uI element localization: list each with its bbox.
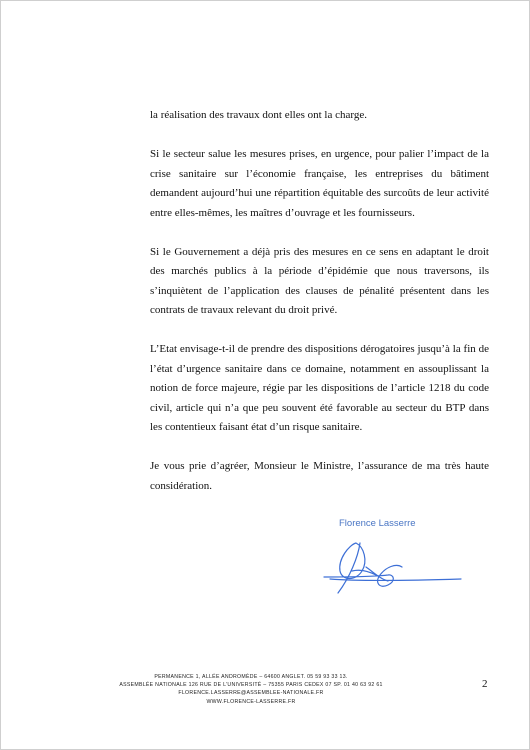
footer-email: FLORENCE.LASSERRE@ASSEMBLEE-NATIONALE.FR	[178, 690, 324, 697]
page-number: 2	[482, 678, 488, 690]
paragraph-question: L’Etat envisage-t-il de prendre des dispositions dérogatoires jusqu’à la fin de l’état d’urgence sanitaire dans ce domaine, notamment en assouplissant la notion de force majeure, régie par les dispositions de l’article 1218 du code civil, article qui n’a que peu souvent été favorable au secteur du BTP dans les contentieux faisant état d’un risque sanitaire.	[150, 343, 489, 433]
paragraph-sector-measures: Si le secteur salue les mesures prises, en urgence, pour palier l’impact de la crise sanitaire sur l’économie française, les entreprises du bâtiment demandent aujourd’hui une répartition équitable des surcoûts de leur activité entre elles-mêmes, les maîtres d’ouvrage et les fournisseurs.	[150, 148, 489, 219]
paragraph-continuation: la réalisation des travaux dont elles ont la charge.	[150, 109, 367, 121]
signatory-name: Florence Lasserre	[339, 518, 416, 529]
footer-website: WWW.FLORENCE-LASSERRE.FR	[206, 698, 296, 705]
paragraph-government-measures: Si le Gouvernement a déjà pris des mesures en ce sens en adaptant le droit des marchés publics à la période d’épidémie que nous traversons, ils s’inquiètent de l’application des clauses de pénalité présentent dans les contrats de travaux relevant du droit privé.	[150, 245, 489, 316]
letter-body	[150, 106, 489, 516]
paragraph-closing: Je vous prie d’agréer, Monsieur le Ministre, l’assurance de ma très haute considération.	[150, 460, 489, 492]
footer-address-block	[81, 673, 421, 706]
footer-permanence: PERMANENCE 1, ALLÉE ANDROMÈDE – 64600 ANGLET. 05 59 93 33 13.	[154, 674, 348, 680]
footer-assemblee: ASSEMBLÉE NATIONALE 126 RUE DE L’UNIVERSITÉ – 75355 PARIS CEDEX 07 SP. 01 40 63 92 61	[119, 682, 383, 689]
handwritten-signature	[316, 537, 466, 601]
